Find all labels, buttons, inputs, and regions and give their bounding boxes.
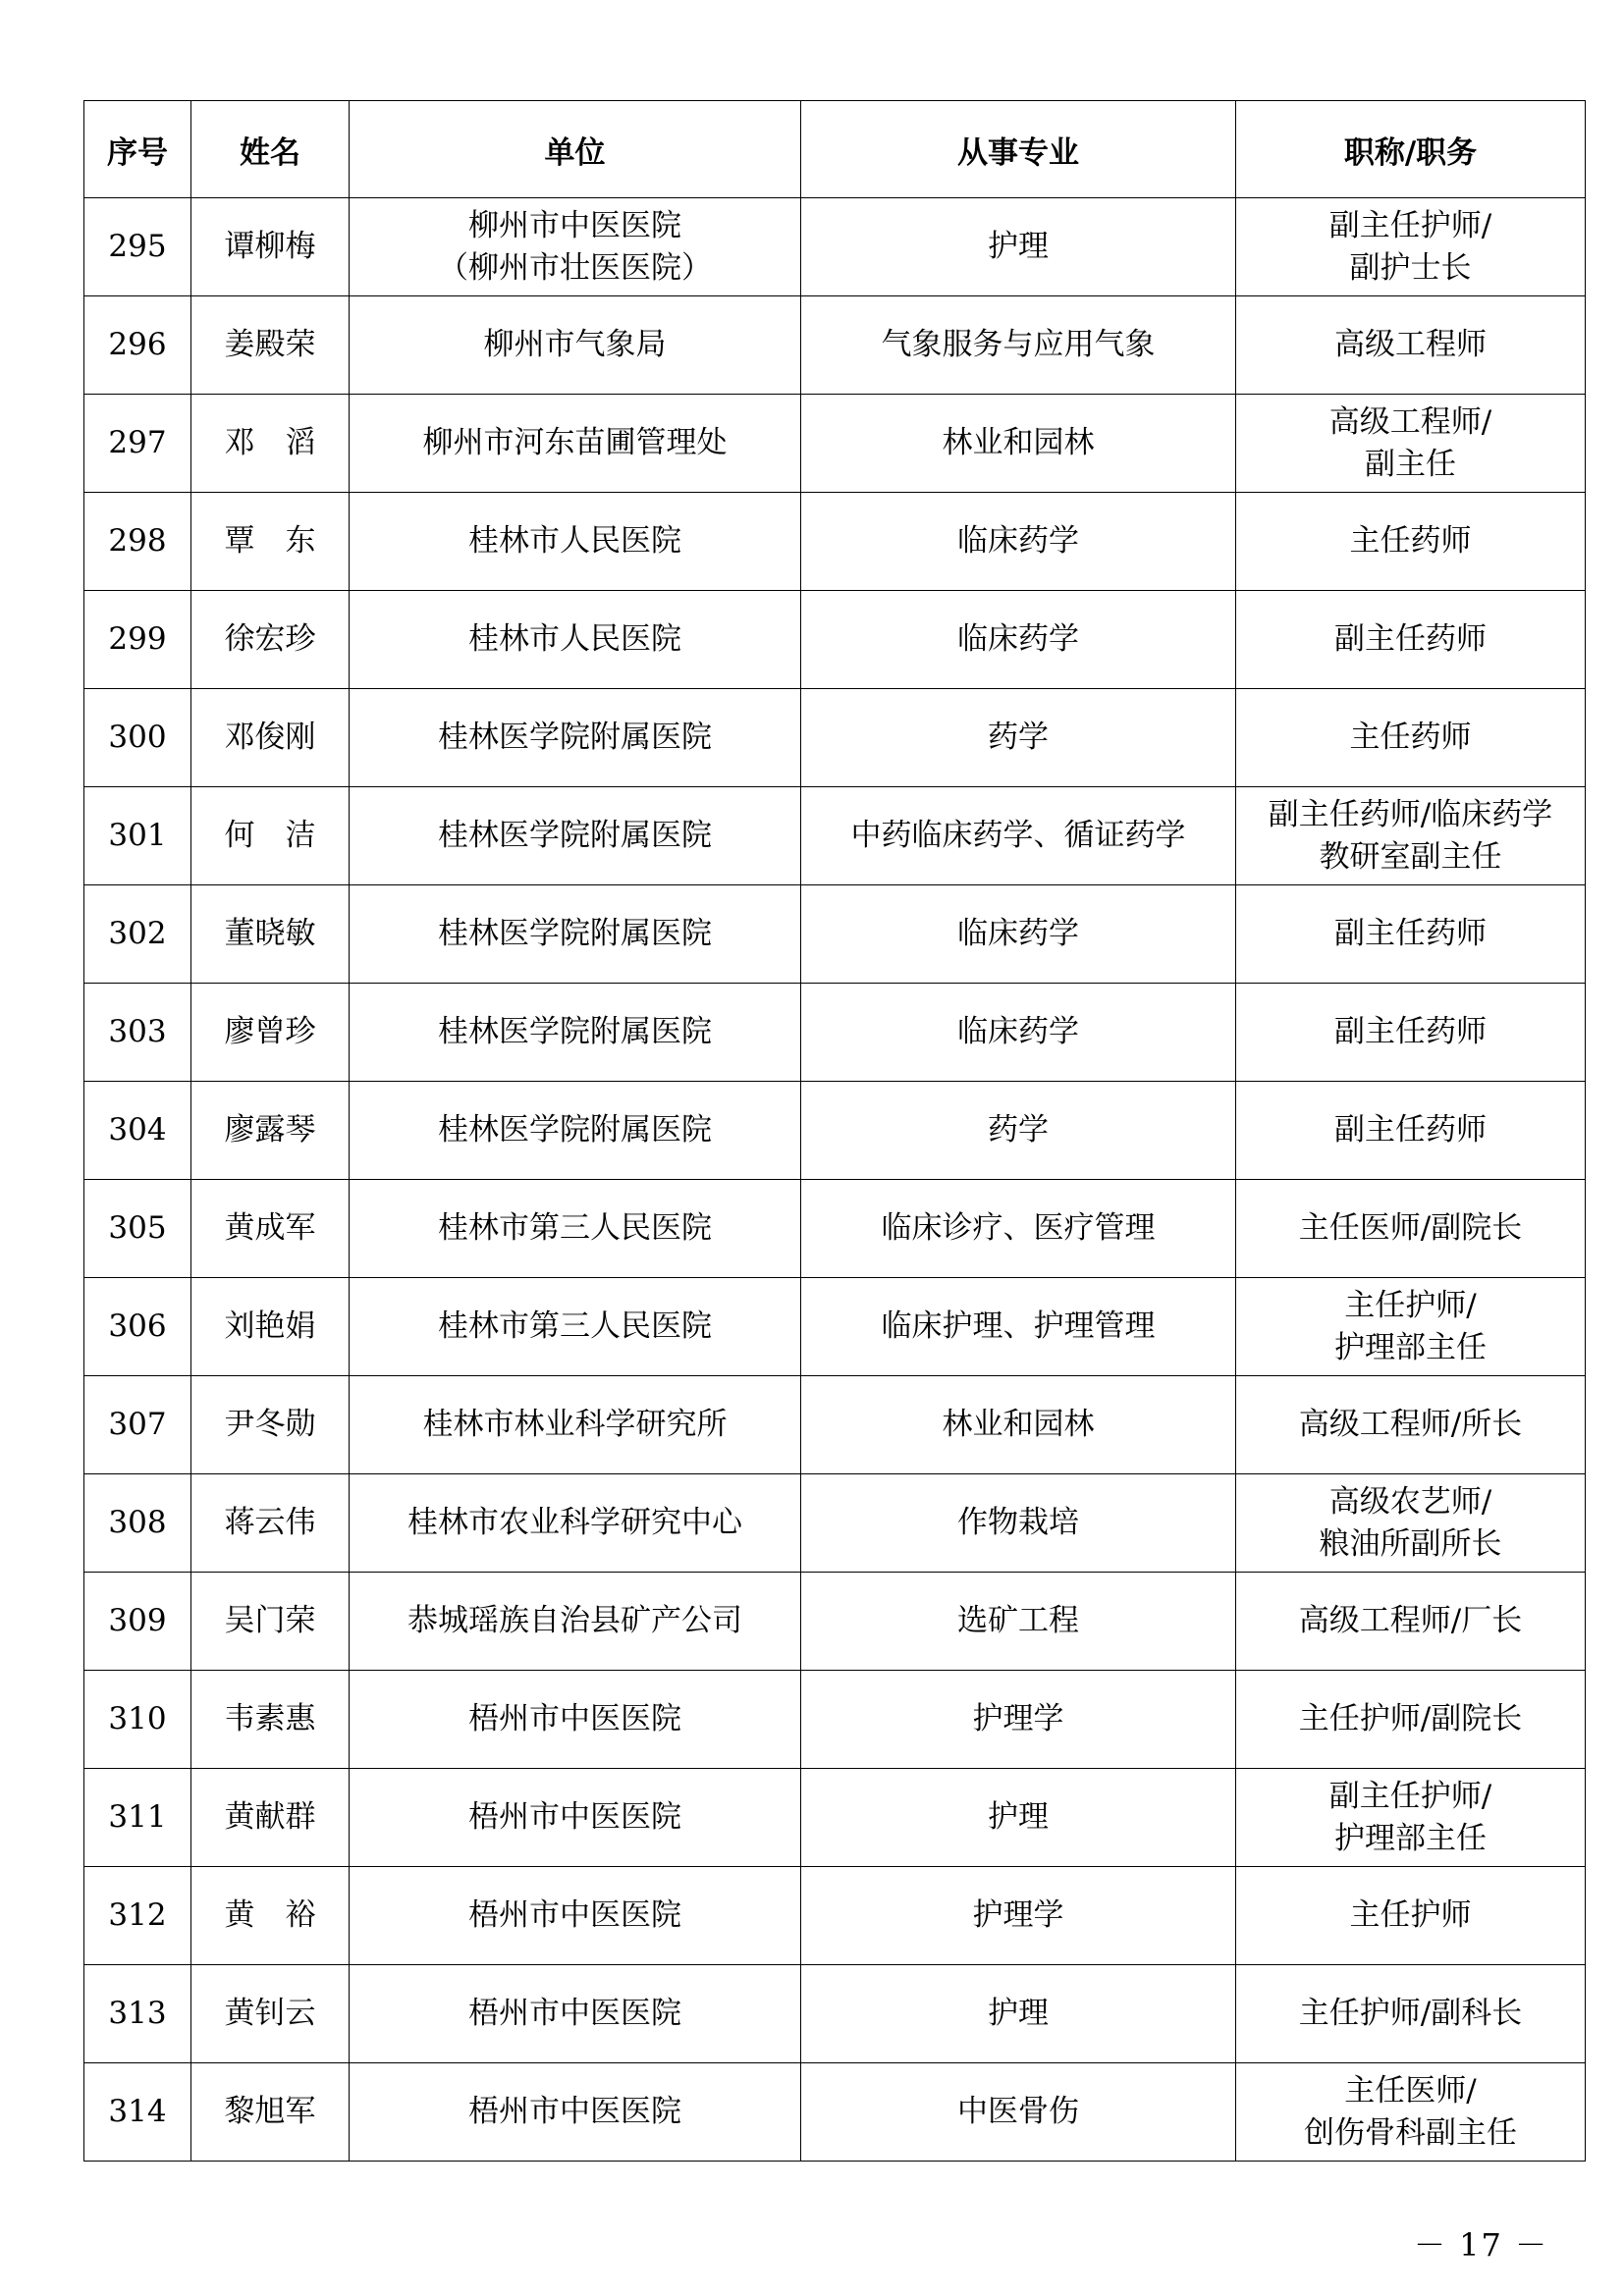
cell-specialty-text: 临床药学 [957,523,1079,559]
cell-unit-text: 桂林医学院附属医院 [438,818,712,853]
cell-specialty [801,198,1236,296]
cell-index [84,1082,191,1180]
cell-specialty-text: 临床诊疗、医疗管理 [881,1210,1156,1246]
cell-unit [350,1671,801,1769]
table-row [84,689,1586,787]
cell-name-text: 刘艳娟 [224,1308,316,1344]
cell-index-text: 312 [108,1897,167,1933]
cell-index [84,1376,191,1474]
table-row [84,591,1586,689]
cell-title-text: 主任医师/副院长 [1298,1210,1523,1246]
cell-name [191,1082,350,1180]
cell-name-text: 谭柳梅 [224,229,316,264]
cell-title [1236,885,1586,984]
cell-index-text: 303 [108,1014,167,1049]
cell-unit-text: 桂林市人民医院 [468,621,681,657]
cell-unit [350,787,801,885]
cell-index [84,1769,191,1867]
cell-index-text: 314 [108,2094,167,2129]
cell-unit-text: 桂林医学院附属医院 [438,1112,712,1148]
table-header-row [84,101,1586,198]
cell-unit [350,1278,801,1376]
cell-unit-text: 桂林医学院附属医院 [438,720,712,755]
cell-specialty [801,885,1236,984]
cell-index [84,689,191,787]
cell-title-text: 主任药师 [1349,523,1472,559]
cell-specialty [801,1278,1236,1376]
cell-specialty-text: 临床护理、护理管理 [881,1308,1156,1344]
cell-title [1236,1376,1586,1474]
cell-specialty [801,1965,1236,2063]
cell-index-text: 295 [108,229,167,264]
cell-unit [350,1082,801,1180]
cell-title-text: 高级工程师 [1334,327,1487,362]
cell-title-text: 高级工程师/ 副主任 [1328,403,1492,482]
cell-index [84,1965,191,2063]
cell-name [191,395,350,493]
cell-unit [350,493,801,591]
cell-title [1236,1573,1586,1671]
cell-index [84,1180,191,1278]
cell-index [84,1474,191,1573]
cell-specialty [801,2063,1236,2162]
cell-name [191,2063,350,2162]
cell-unit-text: 柳州市中医医院 （柳州市壮医医院） [438,207,712,286]
cell-title-text: 主任护师 [1349,1897,1472,1933]
table-row [84,1867,1586,1965]
cell-index-text: 311 [108,1799,167,1835]
cell-specialty [801,787,1236,885]
cell-unit [350,1376,801,1474]
cell-specialty-text: 作物栽培 [957,1505,1079,1540]
cell-title-text: 主任护师/副科长 [1298,1996,1523,2031]
cell-name [191,1474,350,1573]
cell-title-text: 主任药师 [1349,720,1472,755]
header-unit: 单位 [350,101,801,198]
cell-index-text: 310 [108,1701,167,1736]
cell-index-text: 313 [108,1996,167,2031]
cell-name-text: 邓 滔 [224,425,316,460]
cell-specialty [801,1671,1236,1769]
cell-name-text: 覃 东 [224,523,316,559]
cell-specialty-text: 护理 [988,229,1049,264]
cell-unit [350,198,801,296]
cell-specialty [801,984,1236,1082]
cell-index-text: 304 [108,1112,167,1148]
cell-name [191,493,350,591]
cell-unit [350,1474,801,1573]
header-specialty: 从事专业 [801,101,1236,198]
cell-specialty-text: 林业和园林 [942,1407,1095,1442]
cell-unit-text: 梧州市中医医院 [468,1996,681,2031]
cell-unit [350,1867,801,1965]
cell-title [1236,984,1586,1082]
cell-specialty [801,1769,1236,1867]
cell-unit-text: 梧州市中医医院 [468,1701,681,1736]
cell-name [191,984,350,1082]
cell-unit [350,1965,801,2063]
cell-title [1236,493,1586,591]
cell-index [84,1278,191,1376]
cell-title-text: 主任护师/副院长 [1298,1701,1523,1736]
cell-unit [350,296,801,395]
cell-title [1236,1769,1586,1867]
cell-index [84,1671,191,1769]
cell-index [84,2063,191,2162]
table-row [84,1376,1586,1474]
cell-index-text: 306 [108,1308,167,1344]
cell-index-text: 308 [108,1505,167,1540]
cell-name [191,787,350,885]
table-row [84,1474,1586,1573]
cell-title-text: 副主任药师/临床药学 教研室副主任 [1268,796,1553,875]
cell-unit [350,885,801,984]
table-row [84,198,1586,296]
cell-title-text: 主任护师/ 护理部主任 [1334,1287,1487,1365]
cell-name-text: 黄成军 [224,1210,316,1246]
cell-title [1236,395,1586,493]
cell-specialty [801,1474,1236,1573]
cell-title-text: 副主任药师 [1334,916,1487,951]
cell-specialty-text: 中医骨伤 [957,2094,1079,2129]
cell-name [191,198,350,296]
cell-title [1236,2063,1586,2162]
cell-name [191,1278,350,1376]
cell-title [1236,296,1586,395]
cell-index-text: 309 [108,1603,167,1638]
cell-name-text: 徐宏珍 [224,621,316,657]
cell-name [191,1671,350,1769]
header-title: 职称/职务 [1236,101,1586,198]
cell-name [191,1573,350,1671]
cell-name-text: 廖露琴 [224,1112,316,1148]
table-body [84,198,1586,2162]
cell-name [191,1180,350,1278]
table-row [84,1278,1586,1376]
table-row [84,1769,1586,1867]
cell-name [191,1769,350,1867]
table-row [84,1082,1586,1180]
table-row [84,1180,1586,1278]
cell-title-text: 高级农艺师/ 粮油所副所长 [1319,1483,1502,1562]
cell-index [84,1867,191,1965]
cell-specialty-text: 气象服务与应用气象 [881,327,1156,362]
cell-specialty-text: 林业和园林 [942,425,1095,460]
cell-title-text: 副主任护师/ 副护士长 [1328,207,1492,286]
cell-name-text: 姜殿荣 [224,327,316,362]
cell-name-text: 尹冬勋 [224,1407,316,1442]
cell-unit-text: 梧州市中医医院 [468,1799,681,1835]
cell-specialty-text: 护理学 [972,1701,1064,1736]
cell-title [1236,1867,1586,1965]
cell-specialty-text: 药学 [988,1112,1049,1148]
cell-unit [350,395,801,493]
cell-unit-text: 桂林医学院附属医院 [438,1014,712,1049]
cell-specialty [801,1082,1236,1180]
cell-unit [350,2063,801,2162]
cell-name [191,1965,350,2063]
cell-unit-text: 桂林市农业科学研究中心 [407,1505,742,1540]
cell-index-text: 298 [108,523,167,559]
cell-specialty-text: 临床药学 [957,1014,1079,1049]
cell-name-text: 黎旭军 [224,2094,316,2129]
cell-index [84,787,191,885]
cell-title [1236,1474,1586,1573]
cell-index [84,198,191,296]
cell-name [191,296,350,395]
cell-index-text: 305 [108,1210,167,1246]
cell-unit [350,689,801,787]
cell-specialty [801,591,1236,689]
cell-title [1236,689,1586,787]
cell-index-text: 296 [108,327,167,362]
cell-index [84,296,191,395]
cell-specialty-text: 护理 [988,1799,1049,1835]
table-row [84,296,1586,395]
cell-name-text: 董晓敏 [224,916,316,951]
cell-specialty [801,493,1236,591]
cell-unit-text: 桂林市人民医院 [468,523,681,559]
cell-title [1236,198,1586,296]
cell-unit [350,984,801,1082]
cell-specialty [801,1573,1236,1671]
cell-name-text: 黄献群 [224,1799,316,1835]
table-row [84,1965,1586,2063]
cell-title [1236,1965,1586,2063]
cell-name-text: 何 洁 [224,818,316,853]
cell-specialty-text: 临床药学 [957,916,1079,951]
cell-name-text: 韦素惠 [224,1701,316,1736]
cell-name [191,591,350,689]
cell-title-text: 副主任护师/ 护理部主任 [1328,1778,1492,1856]
cell-unit-text: 桂林市第三人民医院 [438,1308,712,1344]
cell-index [84,493,191,591]
cell-specialty-text: 药学 [988,720,1049,755]
cell-name-text: 廖曾珍 [224,1014,316,1049]
cell-specialty [801,296,1236,395]
cell-specialty [801,689,1236,787]
cell-specialty [801,1180,1236,1278]
cell-index [84,395,191,493]
cell-name-text: 吴门荣 [224,1603,316,1638]
cell-index-text: 301 [108,818,167,853]
table-row [84,1573,1586,1671]
cell-specialty-text: 选矿工程 [957,1603,1079,1638]
cell-title-text: 主任医师/ 创伤骨科副主任 [1304,2072,1517,2151]
personnel-table [83,100,1586,2162]
table-row [84,984,1586,1082]
cell-index [84,984,191,1082]
cell-specialty [801,395,1236,493]
table-row [84,787,1586,885]
cell-unit-text: 桂林市林业科学研究所 [422,1407,728,1442]
cell-name [191,1376,350,1474]
cell-index-text: 297 [108,425,167,460]
cell-name-text: 黄 裕 [224,1897,316,1933]
cell-name [191,1867,350,1965]
table-row [84,1671,1586,1769]
cell-unit [350,1180,801,1278]
cell-unit [350,591,801,689]
cell-title-text: 副主任药师 [1334,1112,1487,1148]
cell-name-text: 蒋云伟 [224,1505,316,1540]
table-row [84,395,1586,493]
cell-unit-text: 柳州市气象局 [483,327,667,362]
cell-index [84,1573,191,1671]
cell-name-text: 邓俊刚 [224,720,316,755]
cell-specialty [801,1867,1236,1965]
cell-title [1236,1278,1586,1376]
cell-name-text: 黄钊云 [224,1996,316,2031]
table-row [84,493,1586,591]
cell-unit [350,1573,801,1671]
cell-unit-text: 梧州市中医医院 [468,2094,681,2129]
cell-title-text: 副主任药师 [1334,1014,1487,1049]
cell-name [191,689,350,787]
cell-index [84,885,191,984]
cell-name [191,885,350,984]
page-number: － 17 － [1414,2226,1549,2264]
cell-specialty-text: 临床药学 [957,621,1079,657]
cell-index [84,591,191,689]
cell-title-text: 高级工程师/厂长 [1298,1603,1523,1638]
table-row [84,885,1586,984]
cell-title [1236,1180,1586,1278]
cell-title-text: 副主任药师 [1334,621,1487,657]
cell-unit-text: 恭城瑶族自治县矿产公司 [407,1603,742,1638]
cell-unit-text: 桂林市第三人民医院 [438,1210,712,1246]
cell-specialty-text: 中药临床药学、循证药学 [850,818,1186,853]
cell-specialty-text: 护理学 [972,1897,1064,1933]
cell-index-text: 302 [108,916,167,951]
cell-unit-text: 柳州市河东苗圃管理处 [422,425,728,460]
cell-title [1236,1082,1586,1180]
header-name: 姓名 [191,101,350,198]
cell-unit-text: 梧州市中医医院 [468,1897,681,1933]
header-index: 序号 [84,101,191,198]
cell-title [1236,1671,1586,1769]
cell-index-text: 307 [108,1407,167,1442]
cell-unit [350,1769,801,1867]
cell-title [1236,591,1586,689]
table-row [84,2063,1586,2162]
cell-unit-text: 桂林医学院附属医院 [438,916,712,951]
cell-index-text: 300 [108,720,167,755]
cell-index-text: 299 [108,621,167,657]
cell-specialty [801,1376,1236,1474]
cell-title-text: 高级工程师/所长 [1298,1407,1523,1442]
cell-specialty-text: 护理 [988,1996,1049,2031]
cell-title [1236,787,1586,885]
